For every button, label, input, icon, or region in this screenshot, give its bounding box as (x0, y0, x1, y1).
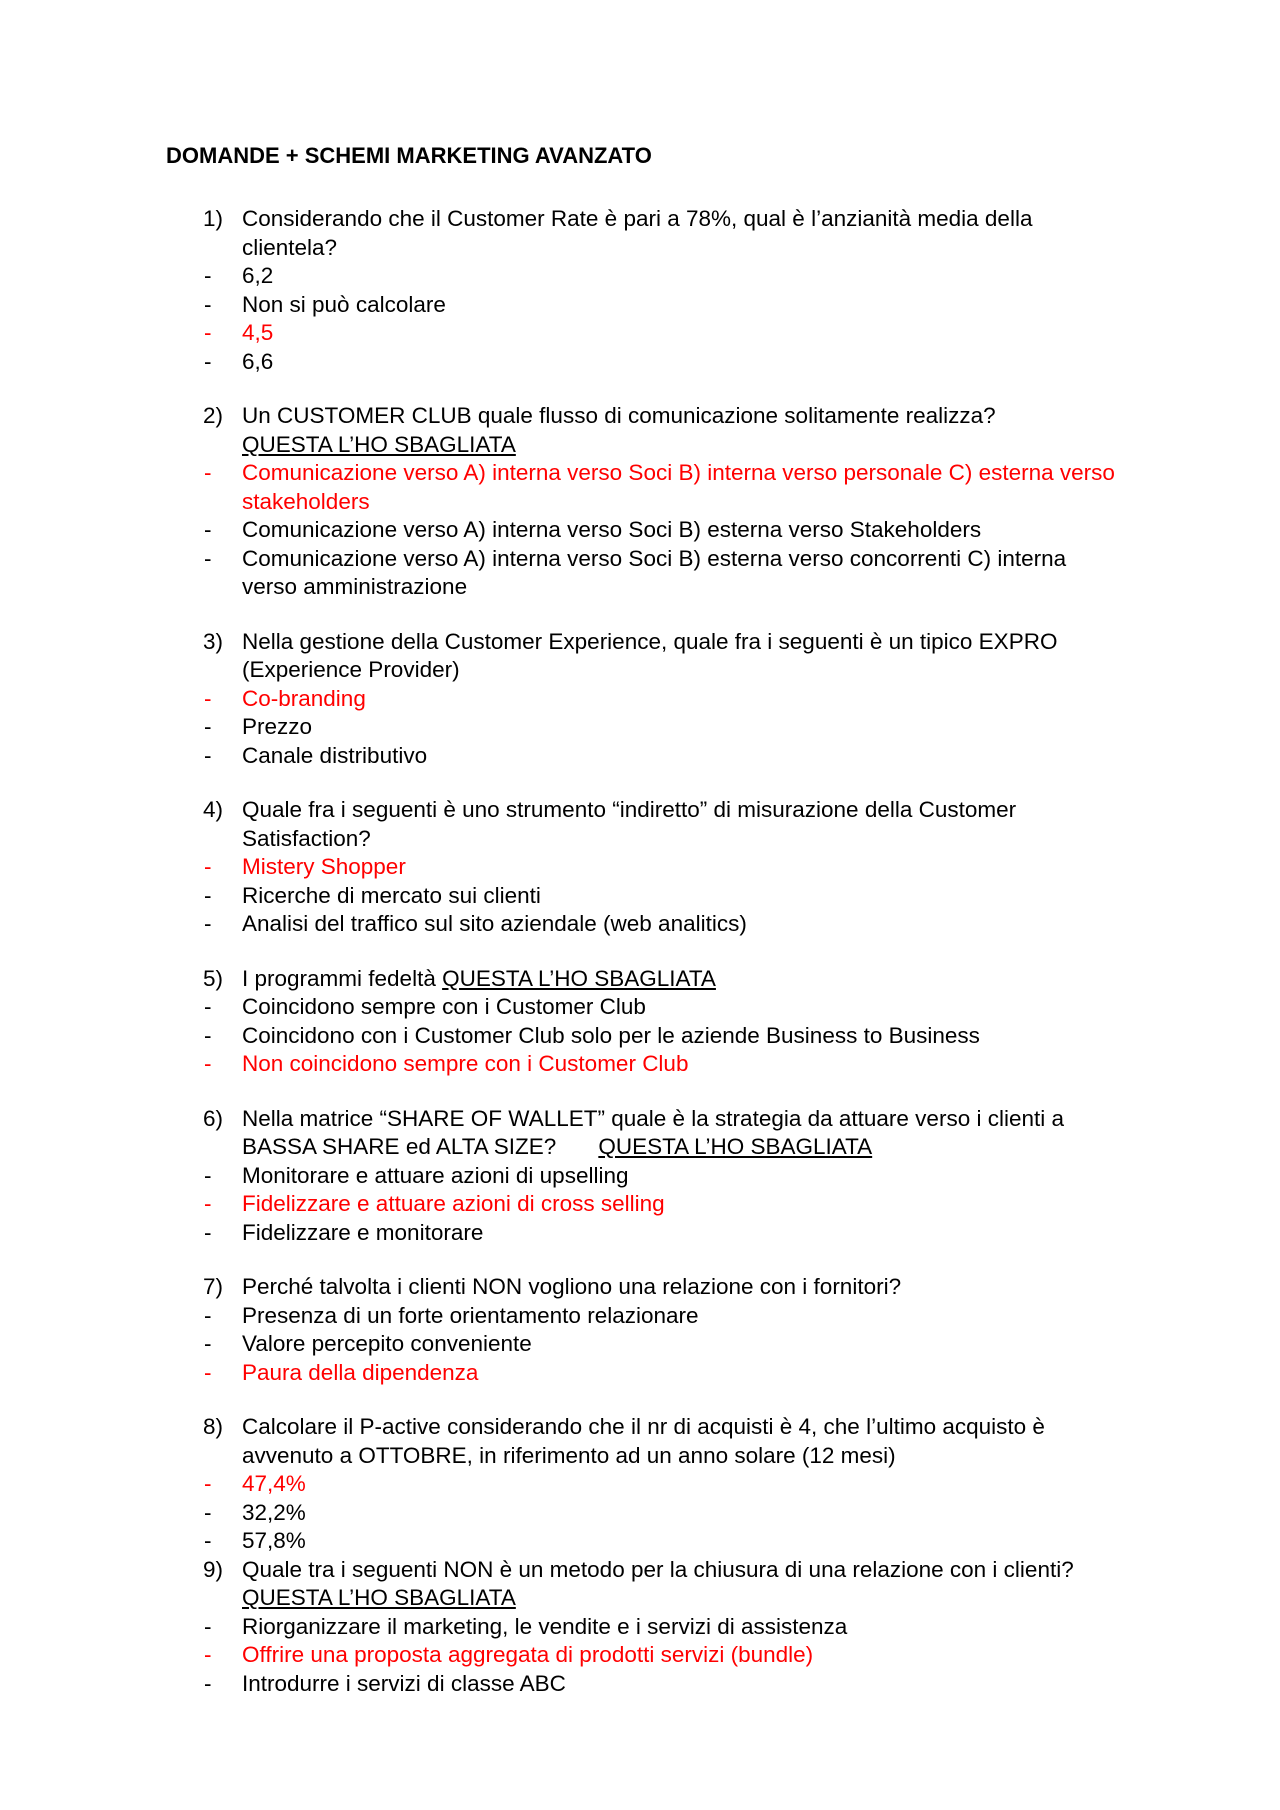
answer-text: Valore percepito conveniente (242, 1331, 532, 1356)
answer-option-correct (0, 1359, 1122, 1388)
question-label-continued: BASSA SHARE ed ALTA SIZE? (242, 1134, 557, 1159)
answer-option (0, 1219, 1122, 1248)
question-text (0, 1556, 1122, 1585)
answer-option-correct (0, 685, 1122, 714)
answer-option (0, 262, 1122, 291)
list-dash: - (204, 1528, 212, 1553)
answer-text: 47,4% (242, 1471, 306, 1496)
answer-option (0, 1330, 1122, 1359)
answer-option (0, 1613, 1122, 1642)
mistake-note: QUESTA L’HO SBAGLIATA (242, 1585, 516, 1610)
list-dash: - (204, 1359, 212, 1385)
answer-text: Riorganizzare il marketing, le vendite e i servizi di assistenza (242, 1613, 848, 1639)
question-label: Calcolare il P-active considerando che il nr di acquisti è 4, che l’ultimo acquisto è avvenuto a OTTOBRE, in riferimento ad un anno solare (12 mesi) (242, 1414, 1045, 1468)
answer-option (0, 910, 1122, 939)
answer-text: 32,2% (242, 1499, 306, 1525)
list-dash: - (204, 1051, 212, 1076)
question-2 (0, 402, 1280, 602)
answer-text: Paura della dipendenza (242, 1359, 479, 1385)
question-label: Quale tra i seguenti NON è un metodo per la chiusura di una relazione con i clienti? (242, 1556, 1074, 1582)
answer-option-correct (0, 319, 1122, 348)
answer-text: 4,5 (242, 320, 274, 345)
answer-text: Comunicazione verso A) interna verso Soci B) esterna verso Stakeholders (242, 517, 982, 542)
mistake-note: QUESTA L’HO SBAGLIATA (598, 1134, 873, 1159)
question-number: 4) (203, 797, 224, 822)
question-7 (0, 1273, 1280, 1387)
list-dash: - (204, 348, 212, 374)
list-dash: - (204, 854, 212, 879)
answer-text: 6,2 (242, 263, 274, 288)
answer-option (0, 882, 1122, 911)
question-list (0, 205, 1280, 1724)
answer-text: Prezzo (242, 714, 313, 739)
question-label: Considerando che il Customer Rate è pari a 78%, qual è l’anzianità media della clientela? (242, 206, 1033, 260)
answer-option (0, 993, 1122, 1022)
question-label: Un CUSTOMER CLUB quale flusso di comunicazione solitamente realizza? (242, 403, 996, 428)
question-text (0, 796, 1122, 853)
list-dash: - (204, 994, 212, 1019)
question-8 (0, 1413, 1280, 1556)
question-label: Perché talvolta i clienti NON vogliono una relazione con i fornitori? (242, 1274, 902, 1299)
question-text (0, 628, 1122, 685)
list-dash: - (204, 263, 212, 288)
list-dash: - (204, 742, 212, 768)
question-number: 6) (203, 1105, 224, 1131)
question-text (0, 402, 1122, 431)
list-dash: - (204, 1613, 212, 1639)
question-number: 1) (203, 206, 224, 231)
list-dash: - (204, 517, 212, 542)
answer-text: Comunicazione verso A) interna verso Soci B) esterna verso concorrenti C) interna verso amministrazione (242, 545, 1067, 599)
question-number: 8) (203, 1414, 224, 1439)
list-dash: - (204, 714, 212, 739)
list-dash: - (204, 1642, 212, 1667)
question-text (0, 1273, 1122, 1302)
answer-text: Mistery Shopper (242, 854, 406, 879)
mistake-note-line (0, 431, 1122, 460)
answer-option-correct (0, 459, 1122, 516)
answer-text: Non coincidono sempre con i Customer Club (242, 1051, 689, 1076)
answer-text: Fidelizzare e monitorare (242, 1219, 484, 1245)
answer-option (0, 1162, 1122, 1191)
list-dash: - (204, 1471, 212, 1496)
question-number: 9) (203, 1556, 224, 1582)
question-number: 2) (203, 403, 224, 428)
answer-text: Presenza di un forte orientamento relazionare (242, 1302, 699, 1328)
list-dash: - (204, 1022, 212, 1048)
answer-text: Analisi del traffico sul sito aziendale (web analitics) (242, 911, 747, 936)
list-dash: - (204, 1670, 212, 1696)
answer-option-correct (0, 1050, 1122, 1079)
answer-text: Comunicazione verso A) interna verso Soci B) interna verso personale C) esterna verso stakeholders (242, 460, 1115, 514)
answer-text: Monitorare e attuare azioni di upselling (242, 1162, 629, 1188)
question-text (0, 965, 1122, 994)
list-dash: - (204, 911, 212, 936)
list-dash: - (204, 291, 212, 317)
list-dash: - (204, 1331, 212, 1356)
document-title: DOMANDE + SCHEMI MARKETING AVANZATO (166, 143, 652, 168)
list-dash: - (204, 1162, 212, 1188)
answer-option (0, 1527, 1122, 1556)
question-1 (0, 205, 1280, 376)
answer-option (0, 1022, 1122, 1051)
answer-option (0, 545, 1122, 602)
answer-text: Coincidono sempre con i Customer Club (242, 994, 646, 1019)
question-number: 5) (203, 965, 224, 991)
list-dash: - (204, 545, 212, 571)
mistake-note: QUESTA L’HO SBAGLIATA (442, 965, 716, 991)
question-number: 7) (203, 1274, 224, 1299)
answer-text: Ricerche di mercato sui clienti (242, 882, 541, 908)
answer-option-correct (0, 1190, 1122, 1219)
question-6 (0, 1105, 1280, 1248)
answer-option (0, 291, 1122, 320)
question-text (0, 205, 1122, 262)
question-label: Nella gestione della Customer Experience, quale fra i seguenti è un tipico EXPRO (Experience Provider) (242, 628, 1058, 682)
answer-text: Introdurre i servizi di classe ABC (242, 1670, 566, 1696)
answer-option-correct (0, 1641, 1122, 1670)
list-dash: - (204, 1191, 212, 1216)
answer-option-correct (0, 1470, 1122, 1499)
question-4 (0, 796, 1280, 939)
question-3 (0, 628, 1280, 771)
answer-text: Coincidono con i Customer Club solo per le aziende Business to Business (242, 1022, 980, 1048)
question-number: 3) (203, 628, 224, 654)
answer-text: 6,6 (242, 348, 274, 374)
question-9 (0, 1556, 1280, 1699)
question-text (0, 1413, 1122, 1470)
answer-option (0, 516, 1122, 545)
answer-text: 57,8% (242, 1528, 306, 1553)
mistake-note: QUESTA L’HO SBAGLIATA (242, 431, 516, 457)
question-label: I programmi fedeltà (242, 965, 436, 991)
list-dash: - (204, 320, 212, 345)
answer-text: Canale distributivo (242, 742, 428, 768)
question-label: Quale fra i seguenti è uno strumento “indiretto” di misurazione della Customer Satisfaction? (242, 797, 1017, 851)
list-dash: - (204, 1499, 212, 1525)
question-5 (0, 965, 1280, 1079)
mistake-note-line (0, 1584, 1122, 1613)
list-dash: - (204, 460, 212, 485)
answer-option (0, 742, 1122, 771)
answer-text: Offrire una proposta aggregata di prodotti servizi (bundle) (242, 1642, 814, 1667)
answer-option (0, 1302, 1122, 1331)
list-dash: - (204, 1219, 212, 1245)
list-dash: - (204, 685, 212, 711)
list-dash: - (204, 882, 212, 908)
answer-text: Fidelizzare e attuare azioni di cross selling (242, 1191, 665, 1216)
question-text-continued (0, 1133, 1122, 1162)
answer-option (0, 1499, 1122, 1528)
answer-option (0, 1670, 1122, 1699)
question-text (0, 1105, 1122, 1134)
answer-option (0, 348, 1122, 377)
list-dash: - (204, 1302, 212, 1328)
answer-option-correct (0, 853, 1122, 882)
question-label: Nella matrice “SHARE OF WALLET” quale è la strategia da attuare verso i clienti a (242, 1105, 1064, 1131)
answer-option (0, 713, 1122, 742)
answer-text: Non si può calcolare (242, 291, 446, 317)
answer-text: Co-branding (242, 685, 366, 711)
